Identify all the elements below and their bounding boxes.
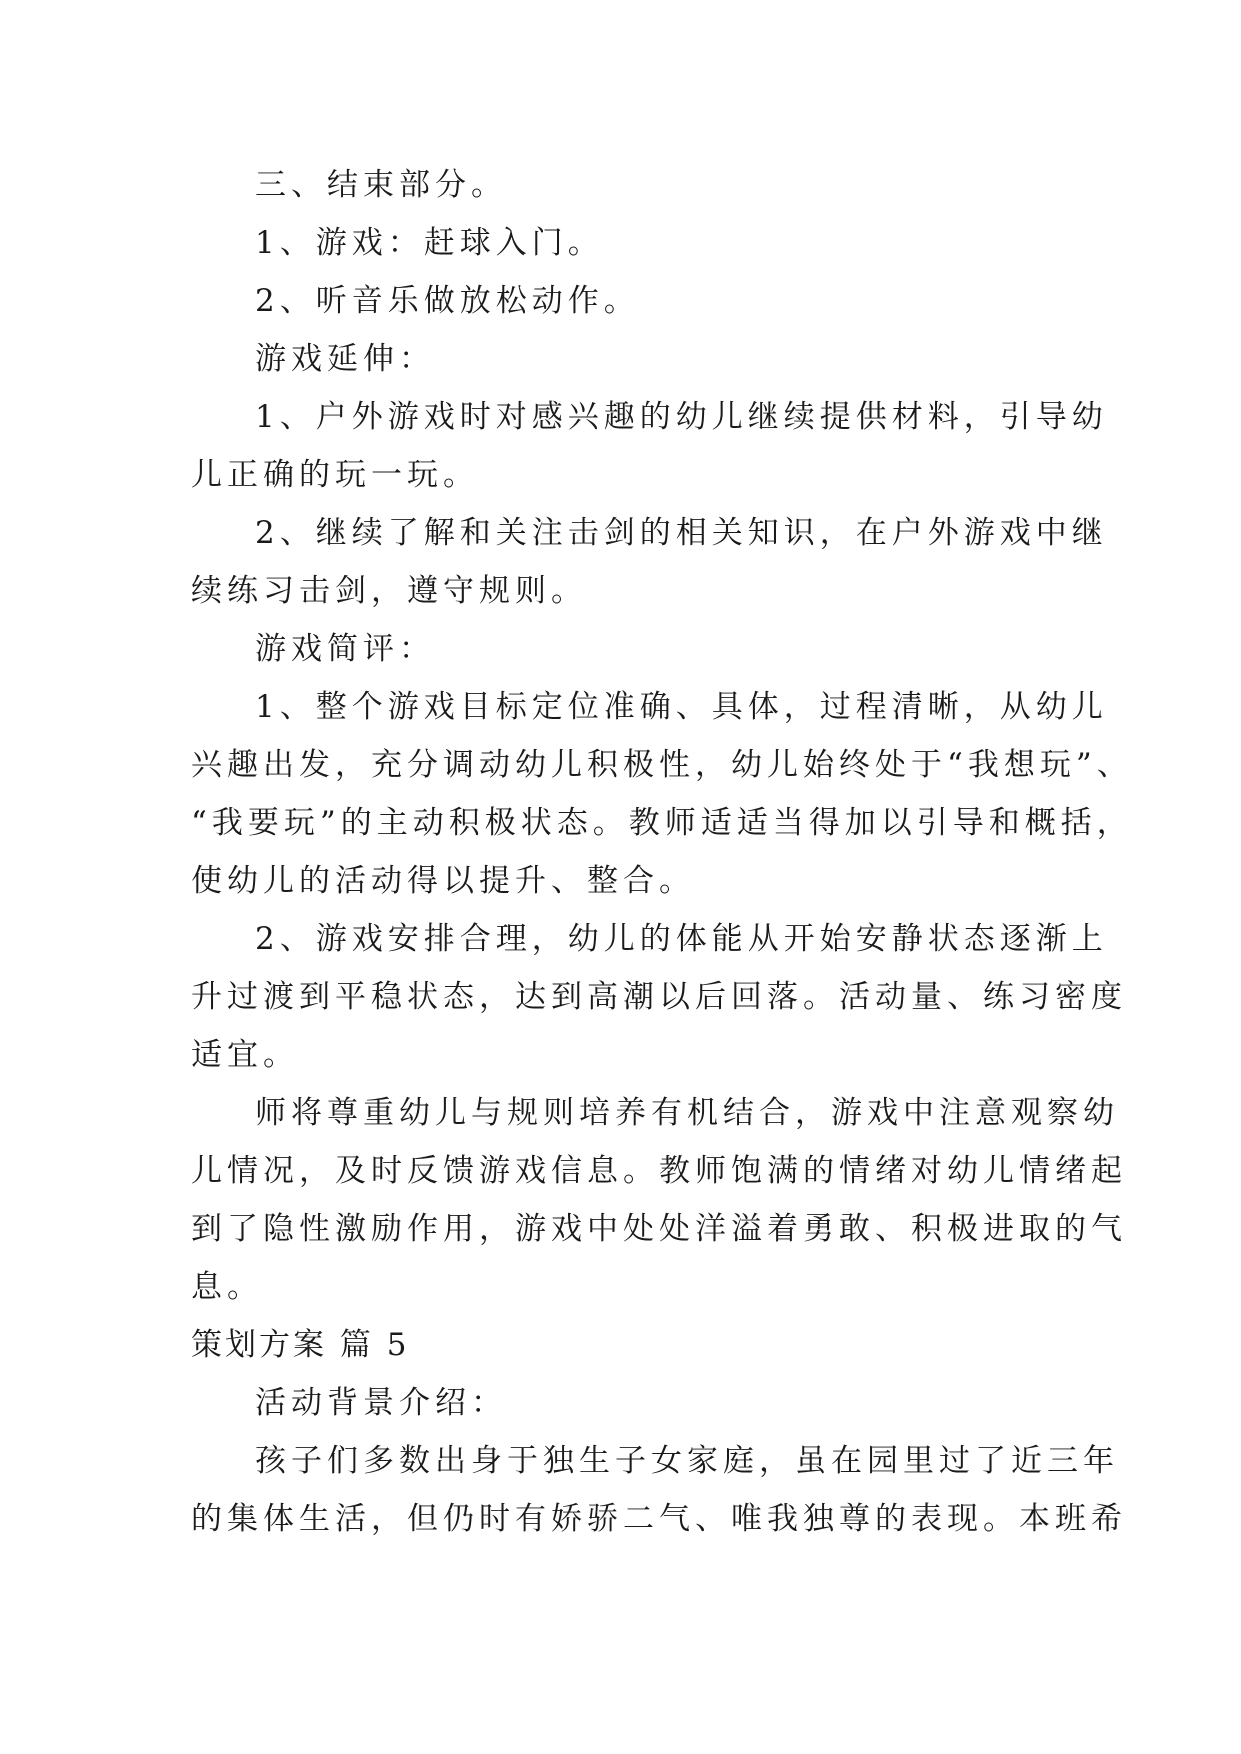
paragraph-line: 适宜。 <box>191 1037 299 1073</box>
paragraph-line: 升过渡到平稳状态，达到高潮以后回落。活动量、练习密度 <box>191 979 1127 1015</box>
paragraph-line: 孩子们多数出身于独生子女家庭，虽在园里过了近三年 <box>255 1443 1119 1479</box>
paragraph-line: 2、继续了解和关注击剑的相关知识，在户外游戏中继 <box>255 515 1108 551</box>
section-title-plan-5: 策划方案 篇 5 <box>191 1327 410 1363</box>
paragraph-line: 儿正确的玩一玩。 <box>191 457 479 493</box>
paragraph-line: 息。 <box>191 1269 263 1305</box>
subheading-activity-background: 活动背景介绍： <box>255 1385 507 1421</box>
paragraph-line: 使幼儿的活动得以提升、整合。 <box>191 863 695 899</box>
paragraph-line: 的集体生活，但仍时有娇骄二气、唯我独尊的表现。本班希 <box>191 1501 1127 1537</box>
paragraph-line: 儿情况，及时反馈游戏信息。教师饱满的情绪对幼儿情绪起 <box>191 1153 1127 1189</box>
paragraph-line: 1、整个游戏目标定位准确、具体，过程清晰，从幼儿 <box>255 689 1108 725</box>
paragraph-line: 1、游戏：赶球入门。 <box>255 225 604 261</box>
paragraph-line: 续练习击剑，遵守规则。 <box>191 573 587 609</box>
paragraph-line: 1、户外游戏时对感兴趣的幼儿继续提供材料，引导幼 <box>255 399 1108 435</box>
paragraph-line: 2、听音乐做放松动作。 <box>255 283 640 319</box>
paragraph-line: 到了隐性激励作用，游戏中处处洋溢着勇敢、积极进取的气 <box>191 1211 1127 1247</box>
paragraph-line: “我要玩”的主动积极状态。教师适适当得加以引导和概括， <box>191 805 1133 841</box>
paragraph-line: 师将尊重幼儿与规则培养有机结合，游戏中注意观察幼 <box>255 1095 1119 1131</box>
paragraph-line: 兴趣出发，充分调动幼儿积极性，幼儿始终处于“我想玩”、 <box>191 747 1133 783</box>
paragraph-line: 2、游戏安排合理，幼儿的体能从开始安静状态逐渐上 <box>255 921 1108 957</box>
subheading-game-review: 游戏简评： <box>255 631 435 667</box>
section-heading-ending: 三、结束部分。 <box>255 167 507 203</box>
subheading-game-extension: 游戏延伸： <box>255 341 435 377</box>
